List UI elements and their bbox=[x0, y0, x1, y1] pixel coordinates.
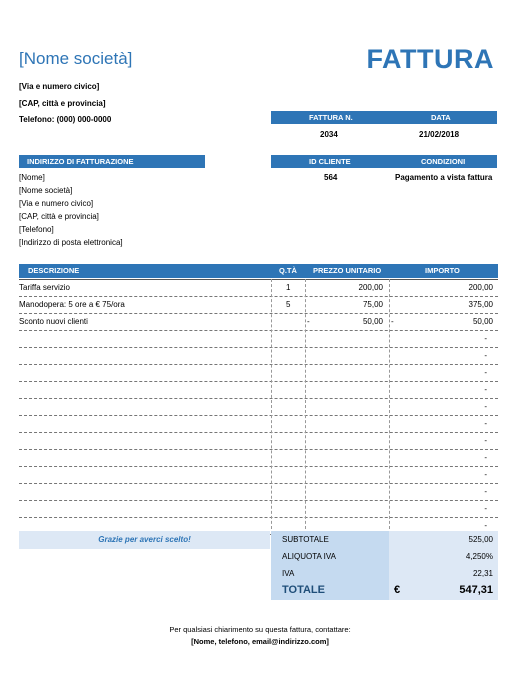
thanks-message: Grazie per averci scelto! bbox=[98, 535, 191, 544]
billing-company: [Nome società] bbox=[19, 186, 73, 195]
item-description: Sconto nuovi clienti bbox=[19, 317, 88, 326]
table-row-divider bbox=[19, 466, 498, 467]
empty-amount-dash: - bbox=[484, 436, 487, 445]
total-value: 547,31 bbox=[459, 584, 493, 596]
terms-label: CONDIZIONI bbox=[421, 157, 466, 166]
empty-amount-dash: - bbox=[484, 402, 487, 411]
empty-amount-dash: - bbox=[484, 334, 487, 343]
table-row-divider bbox=[19, 313, 498, 314]
billing-email: [Indirizzo di posta elettronica] bbox=[19, 238, 123, 247]
item-amount: 50,00 bbox=[472, 317, 493, 326]
items-table-header bbox=[19, 264, 498, 278]
table-column-divider bbox=[271, 279, 272, 534]
tax-label: IVA bbox=[282, 569, 295, 578]
column-unit-price: PREZZO UNITARIO bbox=[313, 266, 382, 275]
table-row-divider bbox=[19, 347, 498, 348]
table-row-divider bbox=[19, 364, 498, 365]
table-row-divider bbox=[19, 296, 498, 297]
invoice-number: 2034 bbox=[320, 130, 338, 139]
item-amount-sign: - bbox=[391, 317, 394, 326]
empty-amount-dash: - bbox=[484, 368, 487, 377]
empty-amount-dash: - bbox=[484, 385, 487, 394]
subtotal-value: 525,00 bbox=[468, 535, 493, 544]
empty-amount-dash: - bbox=[484, 453, 487, 462]
item-qty: 1 bbox=[286, 283, 291, 292]
company-name: [Nome società] bbox=[19, 49, 133, 68]
empty-amount-dash: - bbox=[484, 504, 487, 513]
item-amount: 375,00 bbox=[468, 300, 493, 309]
billing-phone: [Telefono] bbox=[19, 225, 54, 234]
table-row-divider bbox=[19, 415, 498, 416]
item-unit-price: 75,00 bbox=[362, 300, 383, 309]
billing-heading: INDIRIZZO DI FATTURAZIONE bbox=[27, 157, 134, 166]
tax-rate-label: ALIQUOTA IVA bbox=[282, 552, 336, 561]
column-amount: IMPORTO bbox=[425, 266, 460, 275]
table-row-divider bbox=[19, 500, 498, 501]
company-city: [CAP, città e provincia] bbox=[19, 99, 106, 108]
table-row-divider bbox=[19, 517, 498, 518]
table-row-divider bbox=[19, 330, 498, 331]
item-unit-price: 50,00 bbox=[362, 317, 383, 326]
table-row-divider bbox=[19, 432, 498, 433]
table-row-divider bbox=[19, 483, 498, 484]
total-label: TOTALE bbox=[282, 584, 325, 596]
table-row-divider bbox=[19, 449, 498, 450]
date-label: DATA bbox=[431, 113, 451, 122]
column-qty: Q.TÀ bbox=[279, 266, 297, 275]
company-street: [Via e numero civico] bbox=[19, 82, 100, 91]
empty-amount-dash: - bbox=[484, 470, 487, 479]
client-id: 564 bbox=[324, 173, 338, 182]
client-meta-header bbox=[271, 155, 497, 168]
table-row-divider bbox=[19, 279, 498, 280]
item-unit-price: 200,00 bbox=[358, 283, 383, 292]
subtotal-label: SUBTOTALE bbox=[282, 535, 329, 544]
contact-note: Per qualsiasi chiarimento su questa fattura, contattare: bbox=[169, 625, 351, 634]
item-qty: 5 bbox=[286, 300, 291, 309]
tax-rate-value: 4,250% bbox=[465, 552, 493, 561]
invoice-title: FATTURA bbox=[366, 44, 494, 74]
invoice-meta-header bbox=[271, 111, 497, 124]
item-amount: 200,00 bbox=[468, 283, 493, 292]
empty-amount-dash: - bbox=[484, 487, 487, 496]
invoice-number-label: FATTURA N. bbox=[309, 113, 353, 122]
company-phone: Telefono: (000) 000-0000 bbox=[19, 115, 112, 124]
payment-terms: Pagamento a vista fattura bbox=[395, 173, 493, 182]
currency-symbol: € bbox=[394, 584, 401, 596]
client-id-label: ID CLIENTE bbox=[309, 157, 351, 166]
column-description: DESCRIZIONE bbox=[28, 266, 80, 275]
tax-value: 22,31 bbox=[472, 569, 493, 578]
billing-city: [CAP, città e provincia] bbox=[19, 212, 99, 221]
billing-name: [Nome] bbox=[19, 173, 45, 182]
table-row-divider bbox=[19, 398, 498, 399]
empty-amount-dash: - bbox=[484, 521, 487, 530]
item-description: Tariffa servizio bbox=[19, 283, 70, 292]
item-description: Manodopera: 5 ore a € 75/ora bbox=[19, 300, 125, 309]
billing-street: [Via e numero civico] bbox=[19, 199, 94, 208]
contact-details: [Nome, telefono, email@indirizzo.com] bbox=[191, 637, 329, 646]
empty-amount-dash: - bbox=[484, 351, 487, 360]
table-row-divider bbox=[19, 381, 498, 382]
invoice-date: 21/02/2018 bbox=[419, 130, 460, 139]
empty-amount-dash: - bbox=[484, 419, 487, 428]
item-unit-price-sign: - bbox=[307, 317, 310, 326]
billing-header bbox=[19, 155, 205, 168]
